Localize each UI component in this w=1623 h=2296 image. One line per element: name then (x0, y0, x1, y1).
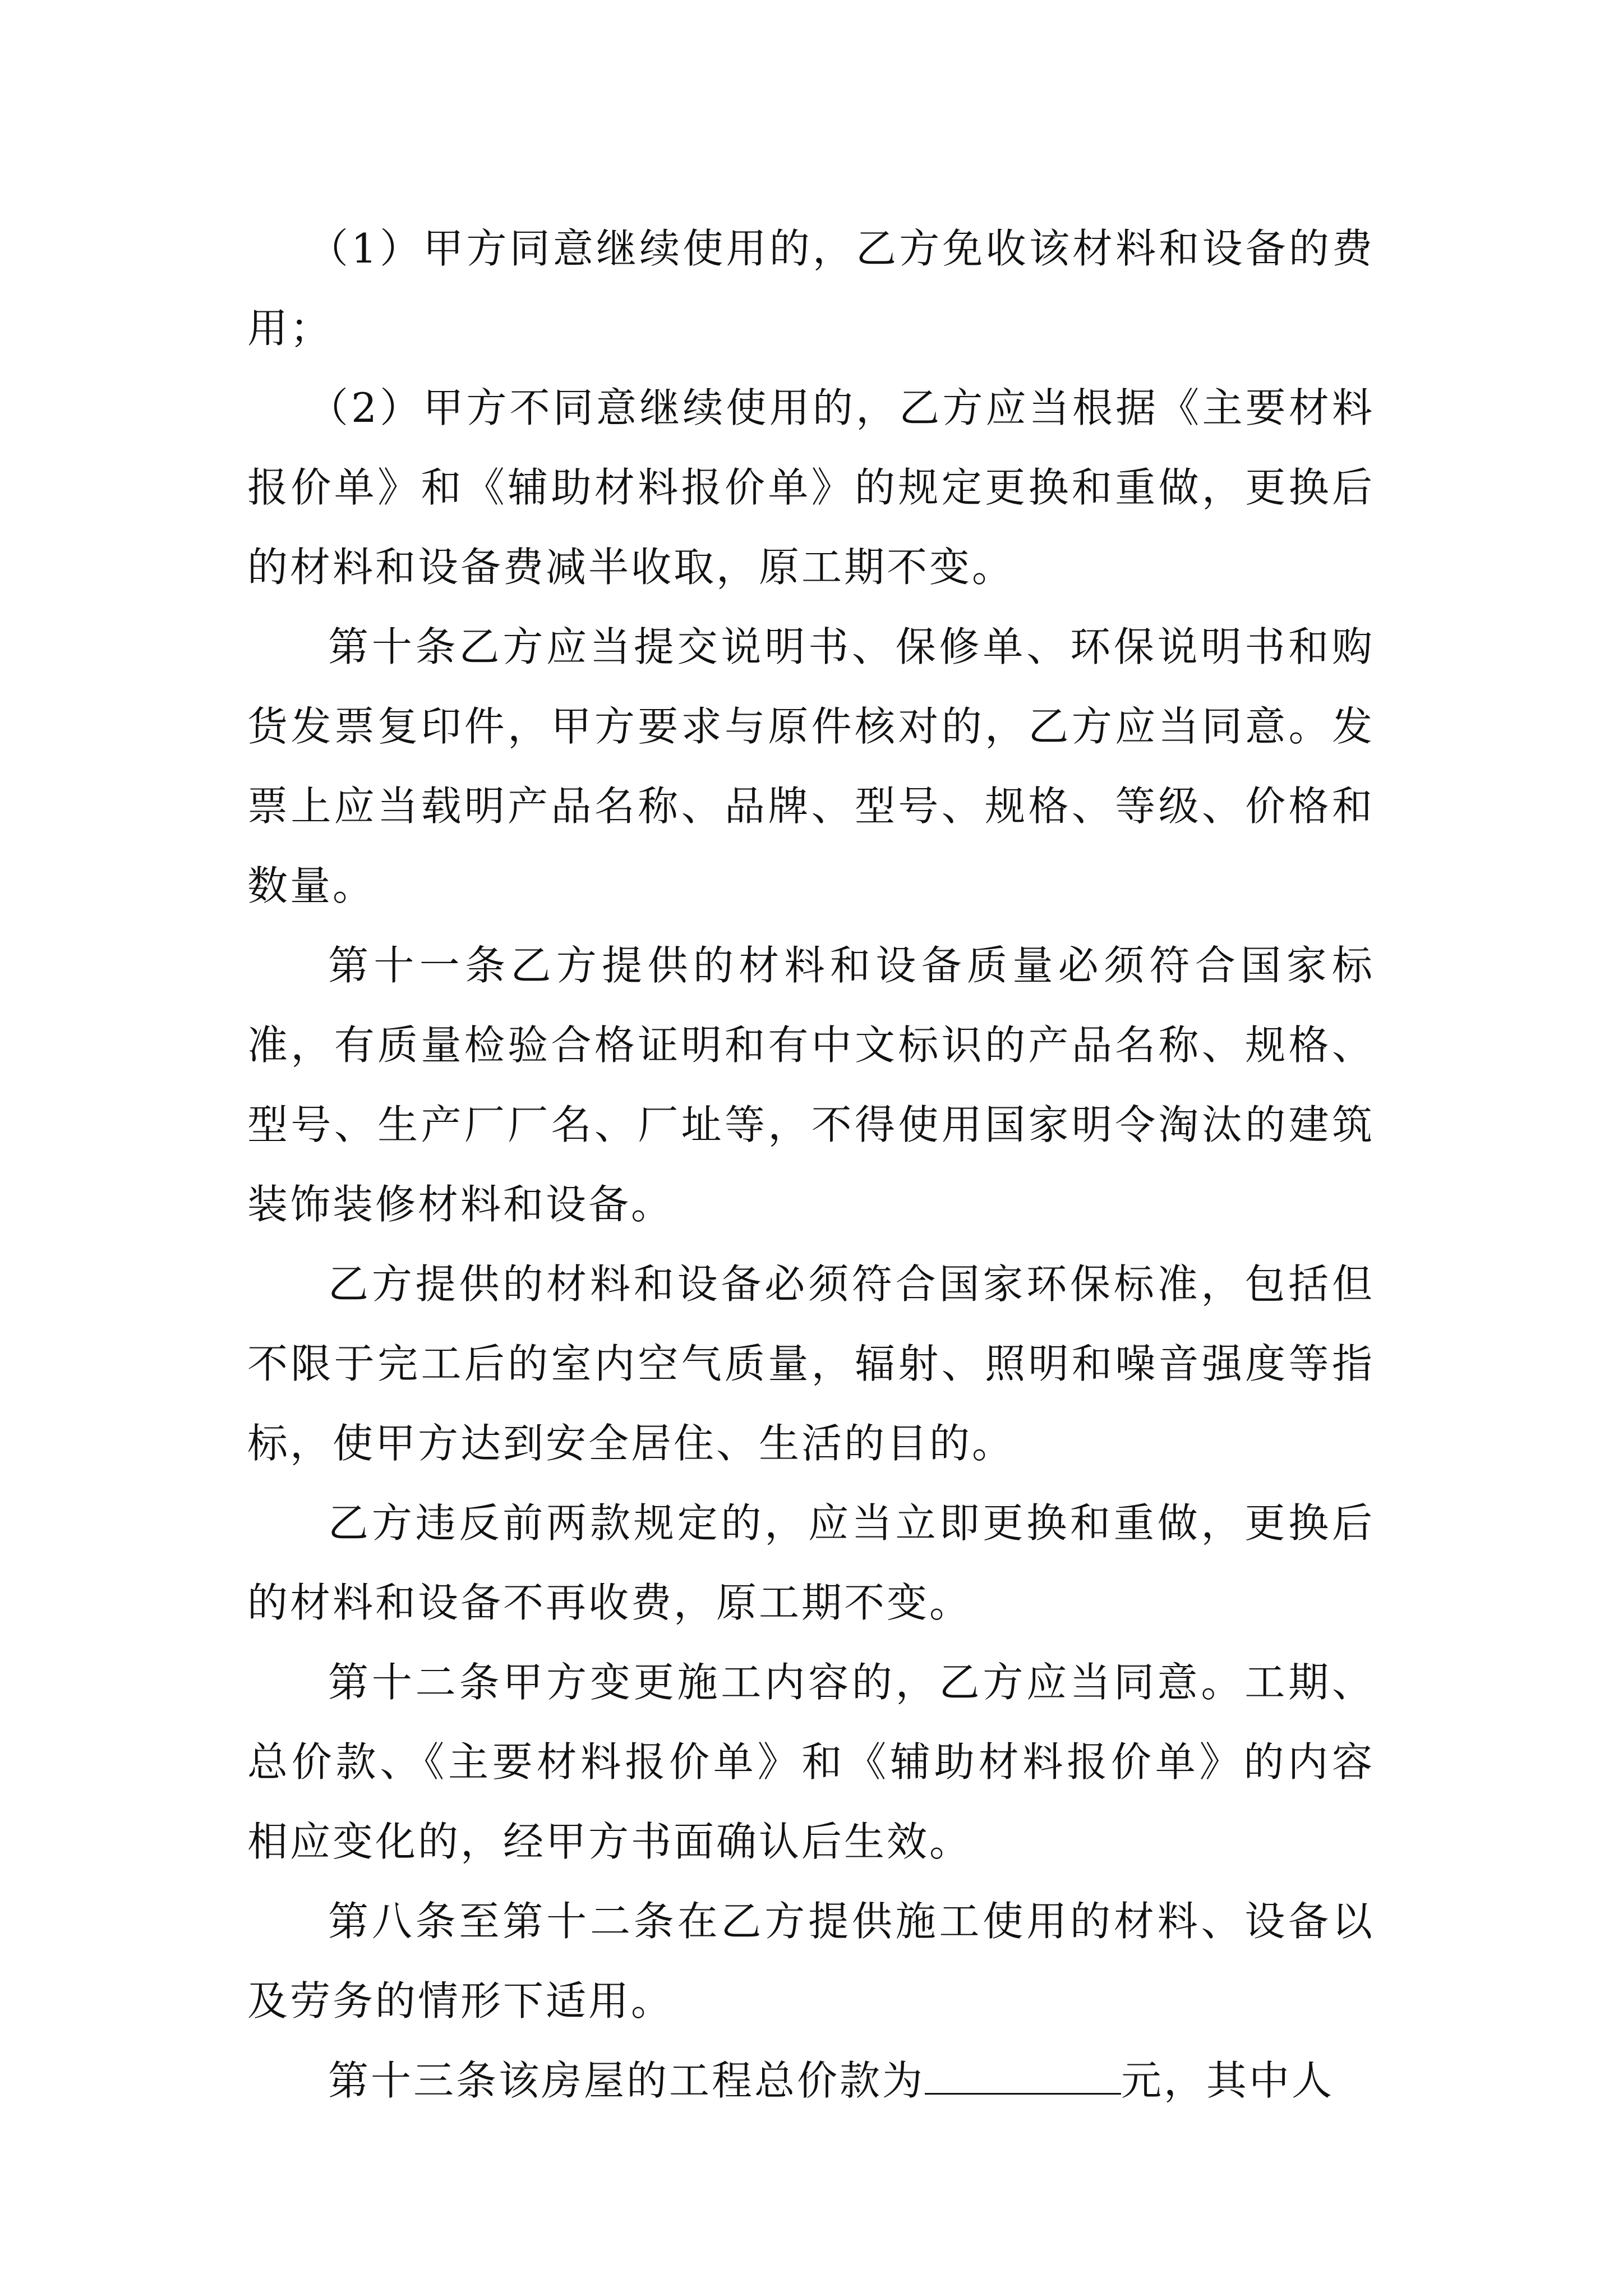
paragraph-item-1: （1）甲方同意继续使用的，乙方免收该材料和设备的费用； (247, 225, 1375, 352)
article-13-trail-text: 元，其中人 (1121, 2057, 1335, 2104)
paragraph-article-11: 第十一条乙方提供的材料和设备质量必须符合国家标准，有质量检验合格证明和有中文标识的产品名称、规格、型号、生产厂厂名、厂址等，不得使用国家明令淘汰的建筑装饰装修材料和设备。 (247, 942, 1375, 1228)
article-13-lead-text: 第十三条该房屋的工程总价款为 (328, 2057, 925, 2104)
paragraph-article-12: 第十二条甲方变更施工内容的，乙方应当同意。工期、总价款、《主要材料报价单》和《辅助材料报价单》的内容相应变化的，经甲方书面确认后生效。 (247, 1659, 1375, 1865)
document-body (247, 209, 1375, 2120)
paragraph-environmental-standard: 乙方提供的材料和设备必须符合国家环保标准，包括但不限于完工后的室内空气质量，辐射、照明和噪音强度等指标，使甲方达到安全居住、生活的目的。 (247, 1260, 1375, 1467)
paragraph-item-2: （2）甲方不同意继续使用的，乙方应当根据《主要材料报价单》和《辅助材料报价单》的规定更换和重做，更换后的材料和设备费减半收取，原工期不变。 (247, 384, 1375, 591)
paragraph-article-10: 第十条乙方应当提交说明书、保修单、环保说明书和购货发票复印件，甲方要求与原件核对的，乙方应当同意。发票上应当载明产品名称、品牌、型号、规格、等级、价格和数量。 (247, 623, 1375, 909)
paragraph-article-13 (247, 2041, 1375, 2120)
total-price-blank (925, 2059, 1121, 2095)
paragraph-violation: 乙方违反前两款规定的，应当立即更换和重做，更换后的材料和设备不再收费，原工期不变。 (247, 1499, 1375, 1626)
paragraph-applicability: 第八条至第十二条在乙方提供施工使用的材料、设备以及劳务的情形下适用。 (247, 1898, 1375, 2024)
